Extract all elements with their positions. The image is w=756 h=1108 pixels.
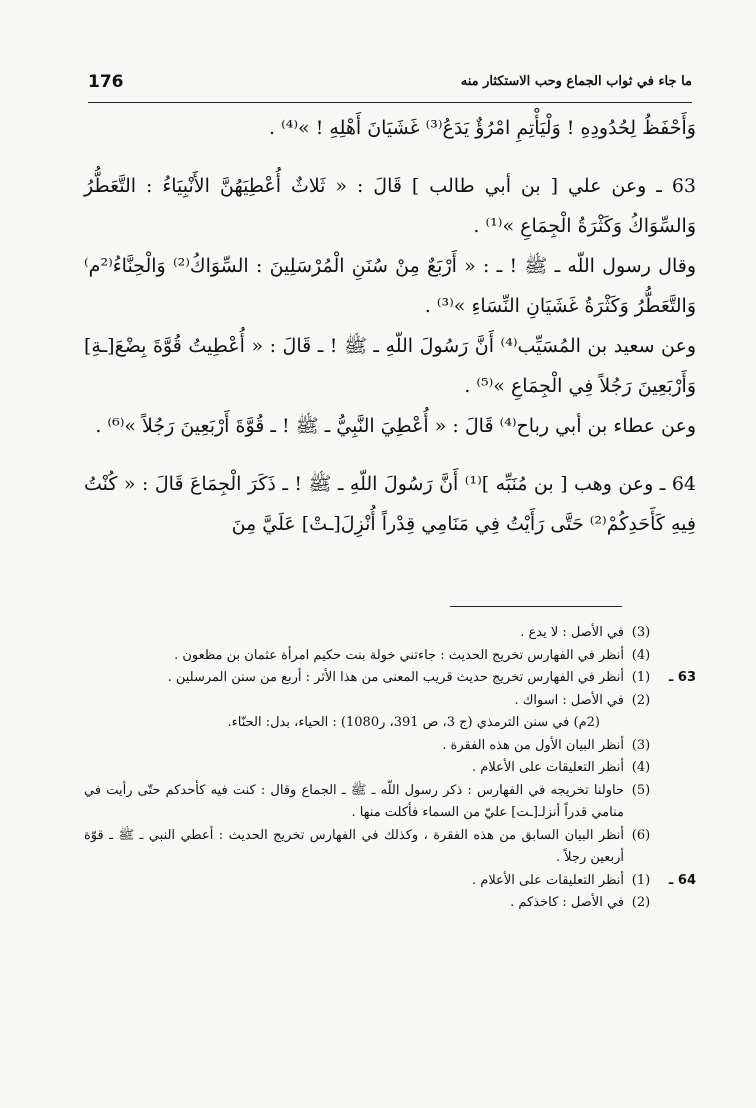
footnote-text: أنظر البيان السابق من هذه الفقرة ، وكذلك في الفهارس تخريج الحديث : أعطي النبي ـ ﷺ ـ قوّة أربعين رجلاً .: [84, 827, 624, 865]
footnote: [84, 690, 696, 713]
footnote: [84, 735, 696, 758]
footnote: [84, 667, 696, 690]
paragraph: وعن عطاء بن أبي رباح⁽⁴⁾ قَالَ : « أُعْطِيَ النَّبِيُّ ـ ﷺ ! ـ قُوَّةَ أَرْبَعِينَ رَجُلاً »⁽⁶⁾ .: [95, 415, 696, 437]
footnote-number: (2): [631, 895, 651, 910]
footnote-text: أنظر البيان الأول من هذه الفقرة .: [442, 737, 624, 753]
footnote-number: (6): [631, 827, 651, 843]
footnote: [84, 892, 696, 915]
footnote-number: (4): [631, 647, 651, 663]
footnote-text: أنظر في الفهارس تخريج حديث قريب المعنى من هذا الأثر : أربع من سنن المرسلين .: [167, 670, 624, 685]
footnote: [84, 622, 696, 645]
running-title: ما جاء في ثواب الجماع وحب الاستكثار منه: [460, 74, 692, 89]
footnote-text: في الأصل : لا يدع .: [520, 625, 624, 640]
paragraph-64: 64 ـ وعن وهب [ بن مُنَبِّه ]⁽¹⁾ أَنَّ رَسُولَ اللّهِ ـ ﷺ ! ـ ذَكَرَ الْجِمَاعَ قَالَ : « كُنْتُ فِيهِ كَأَحَدِكُمْ⁽²⁾ حَتَّى رَأَيْتُ فِي مَنَامِي قِدْراً أُنْزِلَ[ـتْ] عَلَيَّ مِنَ: [84, 473, 696, 535]
footnote-group: 64 ـ: [668, 872, 696, 888]
footnote-text: أنظر التعليقات على الأعلام .: [472, 872, 624, 888]
page-number: 176: [88, 72, 124, 92]
footnote: [84, 825, 696, 870]
footnote-number: (1): [631, 872, 651, 888]
footnote-number: (1): [631, 670, 651, 685]
footnotes: [84, 622, 696, 915]
footnote-text: أنظر في الفهارس تخريج الحديث : جاءتني خولة بنت حكيم امرأة عثمان بن مظعون .: [174, 647, 624, 663]
footnote: [84, 712, 696, 735]
paragraph: وَأَحْفَظُ لِحُدُودِهِ ! وَلْيَأْتِمِ امْرُؤٌ يَدَعُ⁽³⁾ غَشَيَانَ أَهْلِهِ ! »⁽⁴⁾ .: [269, 117, 696, 139]
paragraph-63: 63 ـ وعن علي [ بن أبي طالب ] قَالَ : « ثَلاثٌ أُعْطِيَهُنَّ الأَنْبِيَاءُ : التَّعَطُّرُ وَالسِّوَاكُ وَكَثْرَةُ الْجِمَاعِ »⁽¹⁾ .: [84, 175, 696, 237]
footnote-number: (3): [631, 737, 651, 753]
footnote-text: أنظر التعليقات على الأعلام .: [472, 760, 624, 775]
main-text: [84, 108, 696, 544]
footnote-number: (3): [631, 625, 651, 640]
footnote-text: في الأصل : اسواك .: [514, 692, 624, 708]
footnote-number: (4): [631, 760, 651, 775]
footnote-text: في الأصل : كاخذكم .: [510, 895, 624, 910]
footnote: [84, 645, 696, 668]
page-header: [88, 72, 692, 103]
footnote-divider: [450, 606, 622, 607]
footnote: [84, 780, 696, 825]
paragraph: وعن سعيد بن المُسَيِّب⁽⁴⁾ أَنَّ رَسُولَ اللّهِ ـ ﷺ ! ـ قَالَ : « أُعْطِيتُ قُوَّةَ بِضْعَ[ـةِ] وَأَرْبَعِينَ رَجُلاً فِي الْجِمَاعِ »⁽⁵⁾ .: [84, 335, 696, 397]
footnote-text: حاولنا تخريجه في الفهارس : ذكر رسول اللّه ـ ﷺ ـ الجماع وقال : كنت فيه كأحدكم حتّى رأيت في منامي قدراً أنزلـ[ـت] عليّ من السماء فأكلت منها .: [84, 782, 624, 820]
footnote-text: (2م) في سنن الترمذي (ج 3، ص 391، ر1080) : الحياء، بدل: الحنّاء.: [227, 715, 600, 730]
footnote: [84, 870, 696, 893]
footnote: [84, 757, 696, 780]
footnote-number: (5): [631, 782, 651, 798]
footnote-group: 63 ـ: [668, 670, 696, 685]
paragraph: وقال رسول اللّه ـ ﷺ ! ـ : « أَرْبَعٌ مِنْ سُنَنِ الْمُرْسَلِينَ : السِّوَاكُ⁽²⁾ وَالْحِنَّاءُ⁽²م⁾ وَالتَّعَطُّرُ وَكَثْرَةُ غَشَيَانِ النِّسَاءِ »⁽³⁾ .: [84, 255, 697, 317]
footnote-number: (2): [631, 692, 651, 708]
